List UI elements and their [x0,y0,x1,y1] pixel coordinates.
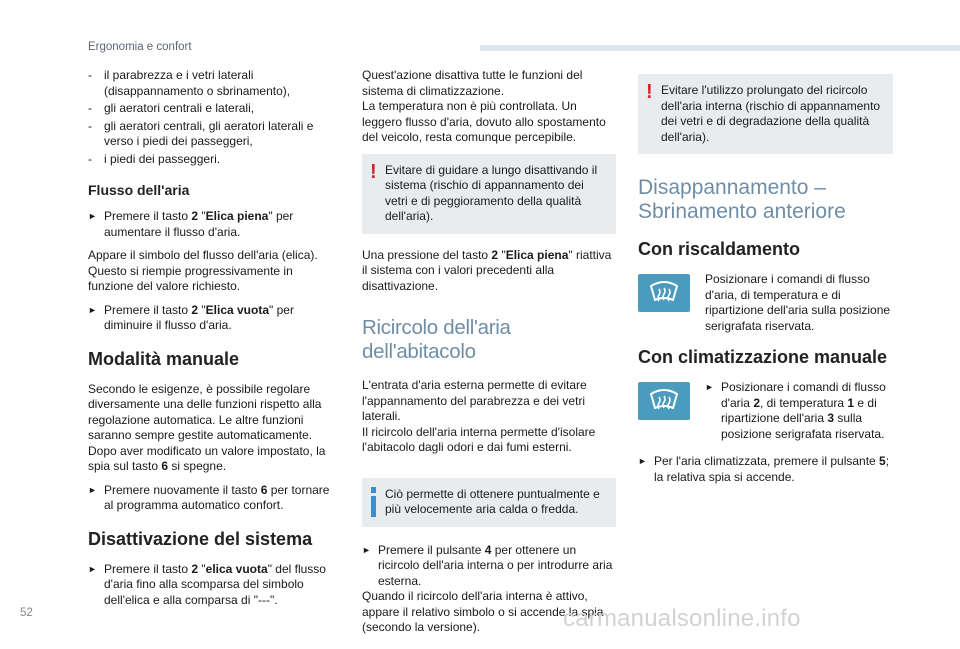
info-bar-icon [371,487,376,517]
disattivazione-heading: Disattivazione del sistema [88,528,313,549]
paragraph: La temperatura non è più controllata. Un leggero flusso d'aria, dovuto allo spostamento del veicolo, resta comunque percepibile. [362,99,606,144]
paragraph: L'entrata d'aria esterna permette di evitare l'appannamento del parabrezza e dei vetri laterali. [362,378,587,423]
paragraph: Il ricircolo dell'aria interna permette d'isolare l'abitacolo dagli odori e dai fumi esterni. [362,424,596,454]
watermark: carmanualsonline.info [563,605,801,632]
column-2 [362,68,616,644]
list-item: - i piedi dei passeggeri. [88,151,221,166]
arrow-bullet-icon: ► [88,484,97,495]
paragraph: Quest'azione disattiva tutte le funzioni del sistema di climatizzazione. [362,68,583,98]
column-3 [638,74,893,493]
windscreen-defrost-icon [638,274,690,312]
column-1 [88,68,338,616]
arrow-bullet-icon: ► [88,211,97,221]
paragraph: Una pressione del tasto 2 "Elica piena" riattiva il sistema con i valori precedenti alla disattivazione. [362,247,612,293]
paragraph: Posizionare i comandi di flusso d'aria, di temperatura e di ripartizione dell'aria sulla posizione serigrafata riservata. [705,272,891,333]
ricircolo-heading: Ricircolo dell'aria dell'abitacolo [362,316,511,363]
header-bar [480,45,960,51]
climatizzazione-row [638,380,893,442]
paragraph: Appare il simbolo del flusso dell'aria (elica). Questo si riempie progressivamente in funzione del valore richiesto. [88,248,318,293]
bullet-item: ► Premere nuovamente il tasto 6 per tornare al programma automatico confort. [88,482,330,512]
arrow-bullet-icon: ► [88,304,97,315]
flusso-heading: Flusso dell'aria [88,182,190,198]
arrow-bullet-icon: ► [362,544,371,555]
paragraph: Secondo le esigenze, è possibile regolare diversamente una delle funzioni rispetto alla regolazione automatica. Le altre funzioni saranno sempre gestite automaticamente. Dopo aver modificato un valore impostato, la spia sul tasto 6 si spegne. [88,381,326,473]
list-item: - il parabrezza e i vetri laterali (disappannamento o sbrinamento), [88,68,291,98]
bullet-item: ► Premere il tasto 2 "elica vuota" del flusso d'aria fino alla scomparsa del simbolo dell'elica e alla comparsa di "---". [88,561,326,607]
arrow-bullet-icon: ► [705,382,714,392]
dash-list [88,68,338,167]
bullet-item: ► Premere il tasto 2 "Elica vuota" per diminuire il flusso d'aria. [88,302,294,332]
warning-box: ! Evitare l'utilizzo prolungato del ricircolo dell'aria interna (rischio di appannamento dei vetri e di degradazione della qualità dell'aria). [638,74,893,154]
bullet-item: ► Premere il tasto 2 "Elica piena" per aumentare il flusso d'aria. [88,209,294,239]
disappannamento-heading: Disappannamento – Sbrinamento anteriore [638,176,846,223]
windscreen-defrost-icon [638,382,690,420]
arrow-bullet-icon: ► [88,563,97,574]
bullet-item: ► Posizionare i comandi di flusso d'aria 2, di temperatura 1 e di ripartizione dell'aria 3 sulla posizione serigrafata riservata. [705,380,886,441]
riscaldamento-heading: Con riscaldamento [638,239,801,259]
info-box: Ciò permette di ottenere puntualmente e più velocemente aria calda o fredda. [362,478,616,527]
manuale-heading: Modalità manuale [88,348,240,369]
bullet-item: ► Per l'aria climatizzata, premere il pulsante 5; la relativa spia si accende. [638,454,890,484]
list-item: - gli aeratori centrali, gli aeratori laterali e verso i piedi dei passeggeri, [88,118,314,148]
bullet-item: ► Premere il pulsante 4 per ottenere un ricircolo dell'aria interna o per introdurre aria esterna. [362,542,613,588]
exclamation-icon: ! [370,160,377,183]
paragraph: Quando il ricircolo dell'aria interna è attivo, appare il relativo simbolo o si accende la spia (secondo la versione). [362,589,604,634]
exclamation-icon: ! [646,81,653,103]
list-item: - gli aeratori centrali e laterali, [88,101,255,115]
warning-box: ! Evitare di guidare a lungo disattivando il sistema (rischio di appannamento dei vetri e di peggioramento della qualità dell'aria). [362,154,616,234]
running-header: Ergonomia e confort [88,41,192,53]
climatizzazione-heading: Con climatizzazione manuale [638,347,888,367]
page-number: 52 [20,607,33,619]
arrow-bullet-icon: ► [638,456,647,466]
riscaldamento-row [638,272,893,334]
